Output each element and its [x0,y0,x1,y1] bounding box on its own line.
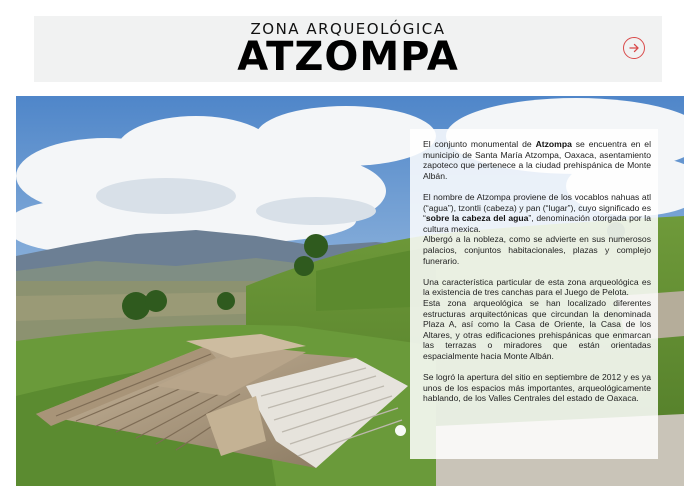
meaning-bold: sobre la cabeza del agua [425,213,529,224]
etymology-paragraph: El nombre de Atzompa proviene de los vocablos nahuas atl (“agua”), tzontli (cabeza) y pan (“lugar”), cuyo significado es “sobre la cabeza del agua”, denominación otorgada por la cultura mexica. [423,191,651,234]
description-panel [410,129,658,459]
arrow-right-icon [628,42,640,54]
ballcourt-paragraph: Una característica particular de esta zona arqueológica es la existencia de tres canchas para el Juego de Pelota. [423,276,651,298]
site-kicker: ZONA ARQUEOLÓGICA [250,20,446,38]
nobility-paragraph: Albergó a la nobleza, como se advierte en sus numerosos palacios, conjuntos habitacionales, plazas y complejo funerario. [423,234,651,266]
slide-indicator-dot[interactable] [395,425,406,436]
opening-paragraph: Se logró la apertura del sitio en septiembre de 2012 y es ya unos de los espacios más importantes, arqueológicamente hablando, de los Valles Centrales del estado de Oaxaca. [423,372,651,404]
intro-paragraph: El conjunto monumental de Atzompa se encuentra en el municipio de Santa María Atzompa, Oaxaca, asentamiento zapoteco que pertenece a la ciudad prehispánica de Monte Albán. [423,139,651,181]
site-name-bold: Atzompa [535,139,572,149]
next-page-button[interactable] [623,37,645,59]
structures-paragraph: Esta zona arqueológica se han localizado diferentes estructuras arquitectónicas que circundan la denominada Plaza A, así como la Casa de Oriente, la Casa de los Altares, y otras edificaciones prehispánicas que enmarcan las terrazas o miradores que están orientadas espacialmente hacia Monte Albán. [423,297,651,361]
page-title: ATZOMPA [237,34,459,80]
header-banner [34,16,662,82]
